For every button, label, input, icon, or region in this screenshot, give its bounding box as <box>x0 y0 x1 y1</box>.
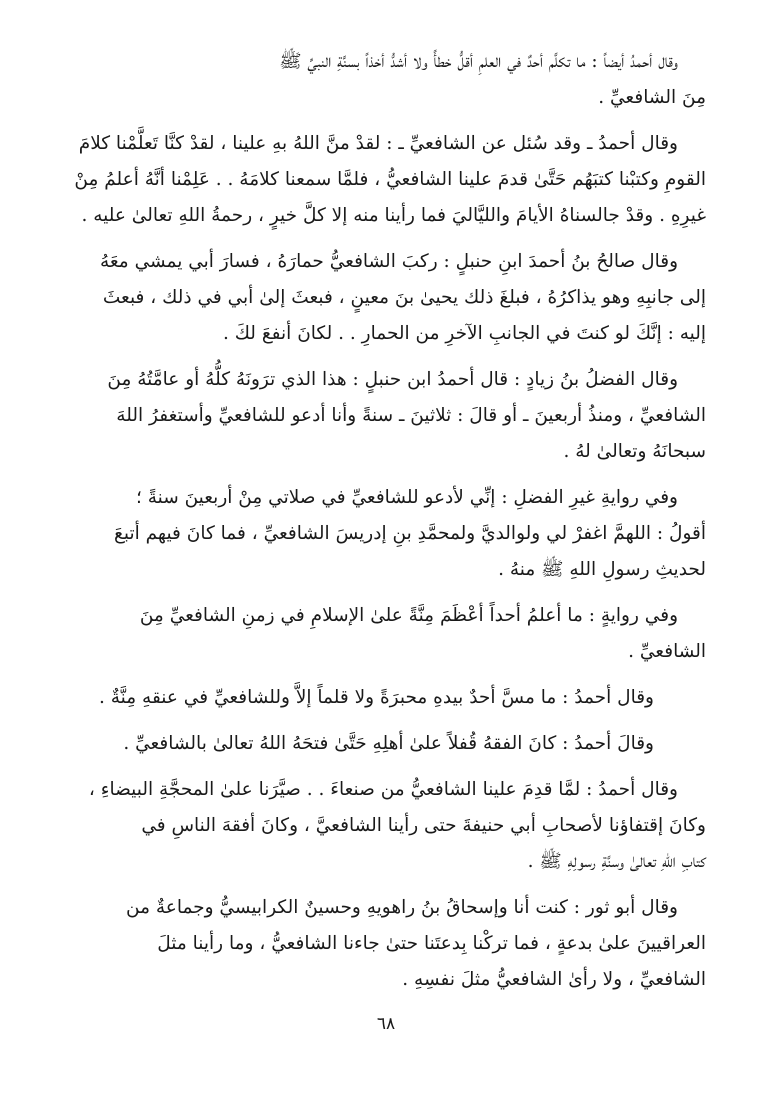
text-line: لحديثِ رسولِ اللهِ ﷺ منهُ . <box>498 559 706 580</box>
paragraph-2 <box>74 126 706 234</box>
text-line: مِنَ الشافعيِّ . <box>598 87 706 108</box>
paragraph-1 <box>86 44 706 116</box>
text-line: كتابِ اللهِ تعالىٰ وسنَّةِ رسولِهِ ﷺ . <box>527 851 706 872</box>
text-line: وقال أحمدُ : ما مسَّ أحدٌ بيدهِ محبرَةً ولا قلماً إلاَّ وللشافعيِّ في عنقهِ مِنَّةٌ . <box>98 687 654 708</box>
text-line: وفي روايةٍ : ما أعلمُ أحداً أعْظَمَ مِنَّةً علىٰ الإسلامِ في زمنِ الشافعيِّ مِنَ <box>139 605 678 626</box>
paragraph-9 <box>86 772 706 880</box>
text-line: وقال صالحُ بنُ أحمدَ ابنِ حنبلٍ : ركبَ الشافعيُّ حمارَهُ ، فسارَ أبي يمشي معَهُ <box>99 251 678 272</box>
paragraph-10 <box>86 890 706 998</box>
text-line: وقال الفضلُ بنُ زيادٍ : قال أحمدُ ابن حنبلٍ : هذا الذي ترَونَهُ كلُّهُ أو عامَّتُهُ مِنَ <box>107 369 678 390</box>
text-line: إلى جانبِهِ وهو يذاكرُهُ ، فبلغَ ذلك يحيىٰ بنَ معينٍ ، فبعثَ إلىٰ أبي في ذلك ، فبعثَ <box>102 287 706 308</box>
text-line: أقولُ : اللهمَّ اغفرْ لي ولوالديَّ ولمحمَّدِ بنِ إدريسَ الشافعيِّ ، فما كانَ فيهم أتبعَ <box>114 523 706 544</box>
paragraph-8 <box>86 726 706 762</box>
text-line: القومِ وكتبْنا كتبَهُم حَتَّىٰ قدمَ علينا الشافعيُّ ، فلمَّا سمعنا كلامَهُ . . عَلِمْنا أنَّهُ أعلمُ مِنْ <box>74 169 706 190</box>
text-line: وقال أحمدُ ـ وقد سُئل عن الشافعيِّ ـ : لقدْ منَّ اللهُ بهِ علينا ، لقدْ كنَّا تَعلَّمْنا كلامَ <box>78 133 678 154</box>
text-line: وقالَ أحمدُ : كانَ الفقهُ قُفلاً علىٰ أهلِهِ حَتَّىٰ فتحَهُ اللهُ تعالىٰ بالشافعيِّ . <box>123 733 654 754</box>
paragraph-3 <box>86 244 706 352</box>
paragraph-6 <box>86 598 706 670</box>
paragraph-7 <box>86 680 706 716</box>
document-page <box>74 44 706 1044</box>
page-number: ٦٨ <box>376 1014 396 1034</box>
text-line: الشافعيِّ . <box>628 641 706 662</box>
text-line: العراقيينَ علىٰ بدعةٍ ، فما تركْنا بِدعتَنا حتىٰ جاءنا الشافعيُّ ، وما رأينا مثلَ <box>157 933 706 954</box>
text-line: سبحانَهُ وتعالىٰ لهُ . <box>563 441 706 462</box>
text-line: غيرِهِ . وقدْ جالسناهُ الأيامَ والليَّاليَ فما رأينا منه إلا كلَّ خيرٍ ، رحمةُ اللهِ تعالىٰ عليه . <box>81 205 706 226</box>
text-line: إليه : إنَّكَ لو كنتَ في الجانبِ الآخرِ من الحمارِ . . لكانَ أنفعَ لكَ . <box>222 323 706 344</box>
text-line: وكانَ إقتفاؤنا لأصحابِ أبي حنيفةَ حتى رأينا الشافعيَّ ، وكانَ أفقهَ الناسِ في <box>141 815 706 836</box>
text-line: وقال أحمدُ أيضاً : ما تكلَّم أحدٌ في العلمِ أقلُّ خطأً ولا أشدُّ أخذاً بسنَّةِ النبيِّ ﷺ <box>279 51 678 72</box>
paragraph-4 <box>86 362 706 470</box>
text-line: الشافعيِّ ، ومنذُ أربعينَ ـ أو قالَ : ثلاثينَ ـ سنةً وأنا أدعو للشافعيِّ وأستغفرُ اللهَ <box>116 405 706 426</box>
text-line: وفي روايةِ غيرِ الفضلِ : إنِّي لأدعو للشافعيِّ في صلاتي مِنْ أربعينَ سنةً ؛ <box>135 487 678 508</box>
paragraph-5 <box>86 480 706 588</box>
text-line: وقال أبو ثور : كنت أنا وإسحاقُ بنُ راهويهِ وحسينٌ الكرابيسيُّ وجماعةٌ من <box>125 897 678 918</box>
text-line: الشافعيِّ ، ولا رأىٰ الشافعيُّ مثلَ نفسِهِ . <box>402 969 706 990</box>
text-line: وقال أحمدُ : لمَّا قدِمَ علينا الشافعيُّ من صنعاءَ . . صيَّرَنا علىٰ المحجَّةِ البيضاءِ ، <box>88 779 678 800</box>
